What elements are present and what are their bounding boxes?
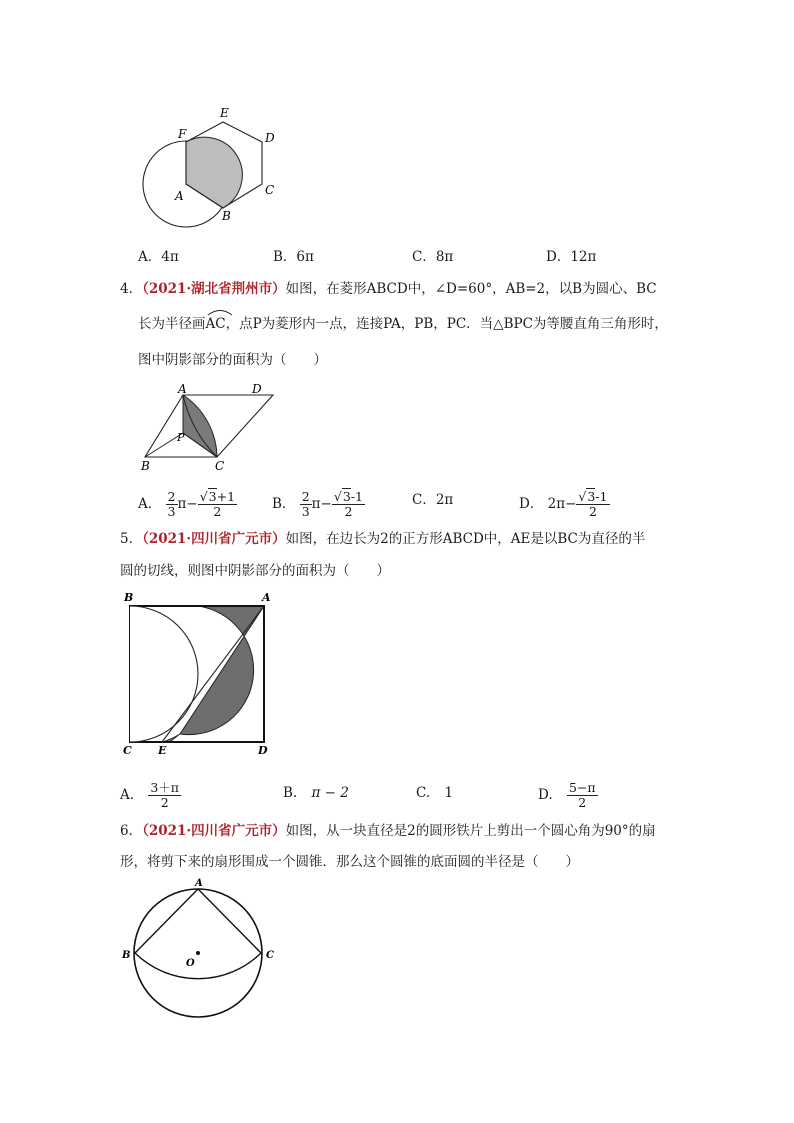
q4-option-a[interactable]: A． $\frac{2}{3}$ π− $\frac{√3+1}{2}$ <box>138 489 236 519</box>
q4-line1 <box>120 279 657 299</box>
q4-option-c[interactable]: C．2π <box>412 492 454 508</box>
q4-text-line1: 如图，在菱形ABCD中，∠D=60°，AB=2，以B为圆心、BC <box>285 281 657 297</box>
q5-label-E: E <box>158 744 167 757</box>
q4-label-P: P <box>177 431 185 444</box>
q3-label-E: E <box>220 106 229 120</box>
q4-line2 <box>138 314 668 334</box>
q4-number: 4． <box>120 281 143 297</box>
q3-option-d[interactable]: D．12π <box>546 249 597 265</box>
q5-label-B: B <box>124 591 134 604</box>
q3-shaded-region <box>186 137 242 208</box>
q5-option-a[interactable]: A. $\frac{3+\pi}{2}$ <box>120 780 180 810</box>
q3-option-b[interactable]: B．6π <box>273 249 314 265</box>
q5-number: 5． <box>120 531 143 547</box>
q5-option-c[interactable]: C. 1 <box>416 785 454 801</box>
q3-label-A: A <box>175 189 184 203</box>
q3-label-F: F <box>178 127 187 141</box>
arc-symbol-icon <box>206 308 234 316</box>
q3-label-C: C <box>265 183 275 197</box>
q5-line2: 圆的切线，则图中阴影部分的面积为（ ） <box>120 563 390 579</box>
q5-option-b[interactable]: B. π − 2 <box>283 785 349 801</box>
q4-shaded-region <box>183 395 217 457</box>
q6-label-C: C <box>266 950 274 961</box>
q4-option-b[interactable]: B． $\frac{2}{3}$ π− $\frac{√3-1}{2}$ <box>272 489 363 519</box>
q3-figure <box>130 100 290 230</box>
q6-figure <box>118 873 288 1023</box>
q3-label-D: D <box>265 131 275 145</box>
q5-label-A: A <box>262 591 271 604</box>
q5-label-D: D <box>258 744 268 757</box>
q4-label-A: A <box>178 383 187 396</box>
q5-figure <box>118 588 278 758</box>
q4-figure <box>135 383 285 473</box>
q6-sector-arc <box>135 953 261 979</box>
q6-text-line1: 如图，从一块直径是2的圆形铁片上剪出一个圆心角为90°的扇 <box>285 823 656 839</box>
q6-number: 6． <box>120 823 143 839</box>
q4-label-C: C <box>215 459 225 473</box>
q4-text-line2b: ，点P为菱形内一点，连接PA，PB，PC．当△BPC为等腰直角三角形时， <box>225 316 668 332</box>
q5-text-line1: 如图，在边长为2的正方形ABCD中，AE是以BC为直径的半 <box>285 531 646 547</box>
q6-radius-AC <box>198 889 261 953</box>
q6-line1 <box>120 821 656 841</box>
q6-source: （2021·四川省广元市） <box>142 823 286 839</box>
q3-option-a[interactable]: A．4π <box>138 249 179 265</box>
q6-label-A: A <box>195 878 203 889</box>
q5-label-C: C <box>123 744 132 757</box>
q5-option-d[interactable]: D. $\frac{5-\pi}{2}$ <box>538 780 596 810</box>
q6-label-B: B <box>122 950 131 961</box>
q6-center-point <box>196 951 200 955</box>
q6-radius-AB <box>135 889 198 953</box>
q6-label-O: O <box>186 958 195 969</box>
q4-label-D: D <box>252 383 262 396</box>
q3-label-B: B <box>222 209 231 223</box>
q4-line3: 图中阴影部分的面积为（ ） <box>138 352 327 368</box>
q5-line1 <box>120 529 645 549</box>
q5-source: （2021·四川省广元市） <box>142 531 286 547</box>
q4-option-d[interactable]: D． 2π− $\frac{√3-1}{2}$ <box>519 489 608 519</box>
q6-line2: 形，将剪下来的扇形围成一个圆锥．那么这个圆锥的底面圆的半径是（ ） <box>120 854 579 870</box>
q4-text-line2a: 长为半径画 <box>138 316 206 332</box>
q3-option-c[interactable]: C．8π <box>412 249 454 265</box>
q4-arc-label: AC <box>206 314 226 334</box>
q4-label-B: B <box>141 459 150 473</box>
q4-source: （2021·湖北省荆州市） <box>142 281 286 297</box>
